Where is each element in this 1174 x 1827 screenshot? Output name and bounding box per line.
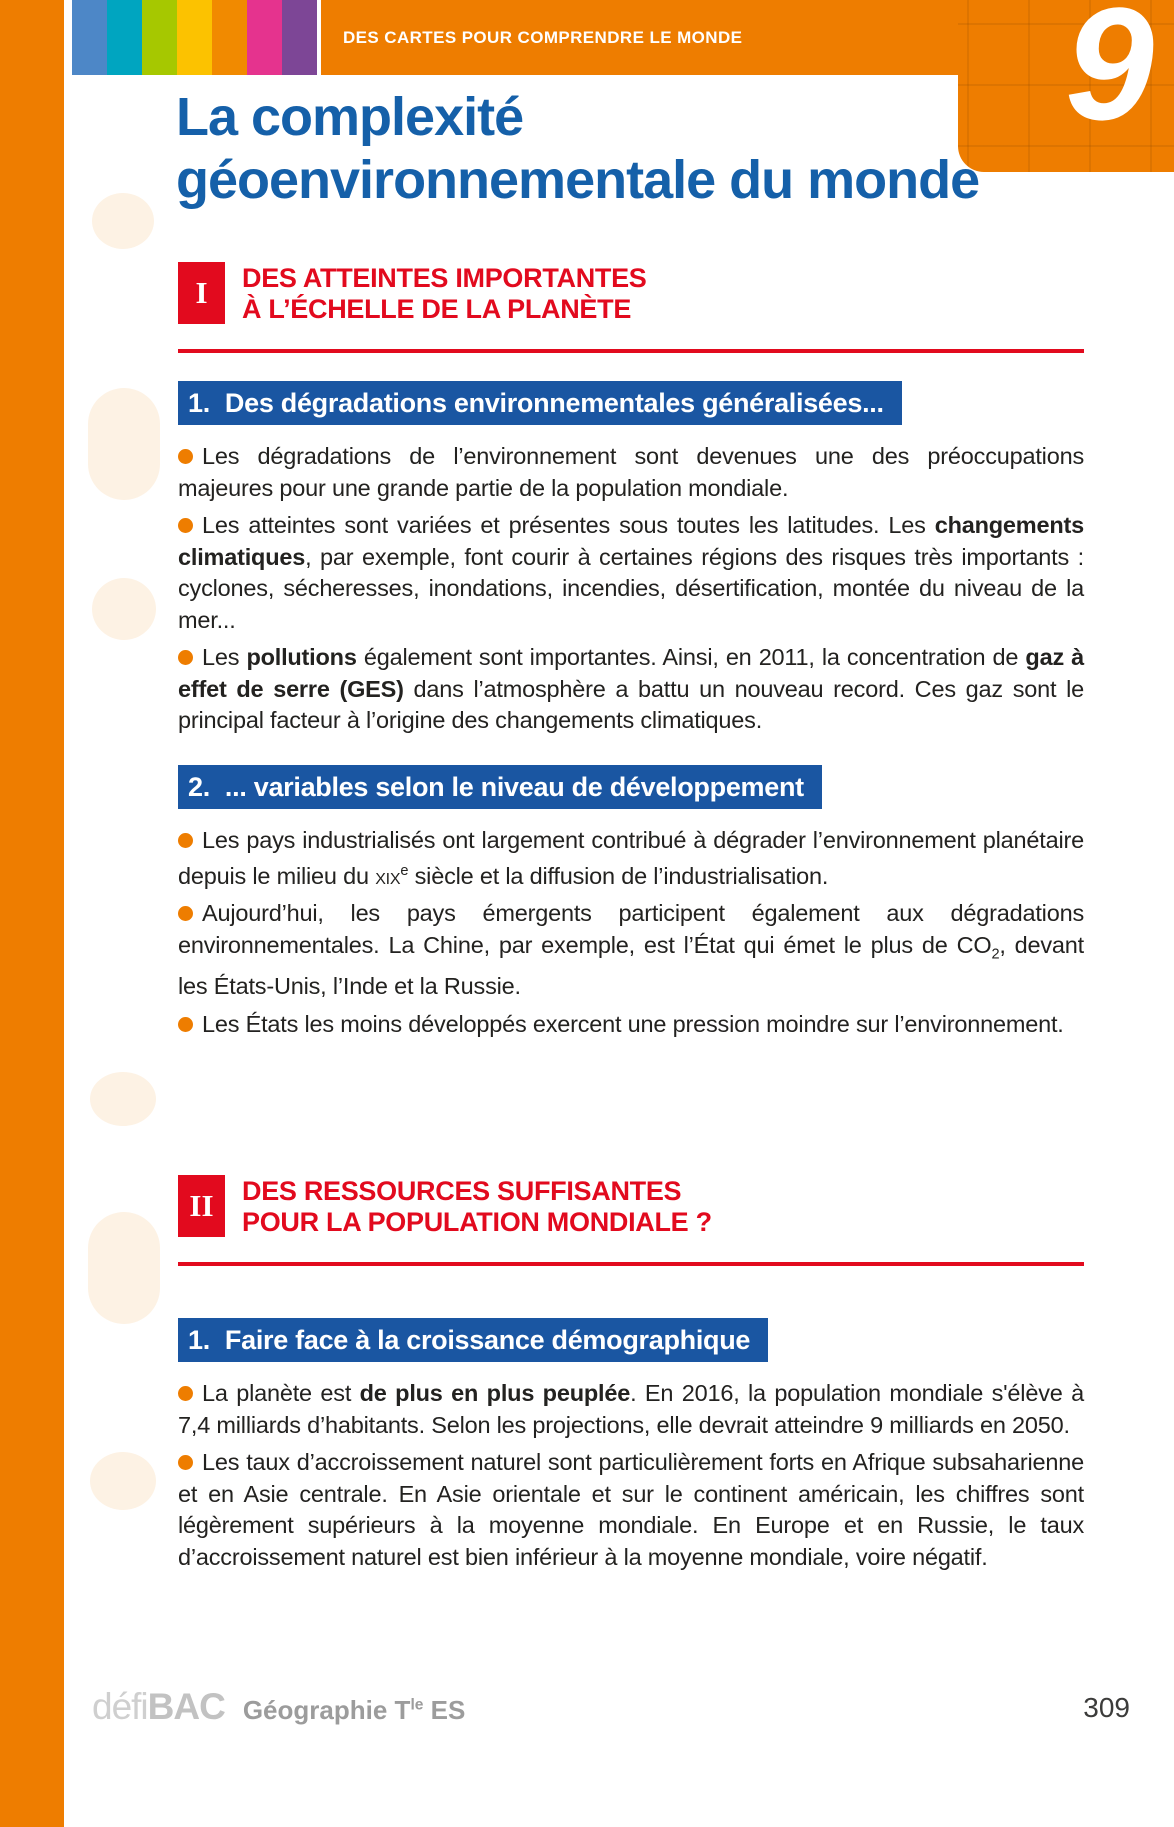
subsection-number: 1. <box>188 388 210 418</box>
bullet-icon <box>178 518 193 533</box>
paragraph-text: La planète est de plus en plus peuplée. En 2016, la population mondiale s'élève à 7,4 milliards d’habitants. Selon les projections, elle devrait atteindre 9 milliards en 2050. <box>178 1380 1084 1438</box>
section-2-title-line1: DES RESSOURCES SUFFISANTES <box>242 1176 682 1207</box>
subsection-label: Faire face à la croissance démographique <box>224 1325 751 1356</box>
stripe-orange <box>212 0 247 75</box>
paragraph <box>178 1447 1084 1573</box>
decorative-blob <box>92 193 154 249</box>
decorative-blob <box>88 388 160 500</box>
subsection-banner <box>178 1318 768 1362</box>
subsection-banner <box>178 381 902 425</box>
bullet-icon <box>178 1386 193 1401</box>
bullet-icon <box>178 449 193 464</box>
paragraph <box>178 1378 1084 1441</box>
subsection-number: 1. <box>188 1325 210 1356</box>
left-margin-band <box>0 0 64 1827</box>
page-title-line2: géoenvironnementale du monde <box>176 150 980 210</box>
paragraph-text: Les taux d’accroissement naturel sont particulièrement forts en Afrique subsaharienne et en Asie centrale. En Asie orientale et sur le continent américain, les chiffres sont légèrement supérieurs à la moyenne mondiale. En Europe et en Russie, le taux d’accroissement naturel est bien inférieur à la moyenne mondiale, voire négatif. <box>178 1449 1084 1570</box>
section-1-title-line1: DES ATTEINTES IMPORTANTES <box>242 263 647 293</box>
section-2-heading <box>178 1175 1084 1238</box>
page-content <box>178 262 1084 1573</box>
paragraph-text: Aujourd’hui, les pays émergents participent également aux dégradations environnementales. La Chine, par exemple, est l’État qui émet le plus de $CO_2$, devant les États-Unis, l’Inde et la Russie. <box>178 900 1084 1000</box>
edition-grade-sup: le <box>410 1696 424 1714</box>
subsection-number: 2. <box>188 771 210 802</box>
stripe-blue <box>72 0 107 75</box>
section-1-title <box>242 262 647 325</box>
bullet-icon <box>178 650 193 665</box>
brand-bac: BAC <box>147 1686 225 1727</box>
section-1-numeral-box: I <box>178 262 225 324</box>
paragraph-text: Les dégradations de l’environnement sont devenues une des préoccupations majeures pour une grande partie de la population mondiale. <box>178 443 1084 501</box>
paragraph <box>178 441 1084 504</box>
edition-label <box>243 1695 466 1726</box>
paragraph-text: Les pollutions également sont importantes. Ainsi, en 2011, la concentration de gaz à effet de serre (GES) dans l’atmosphère a battu un nouveau record. Ces gaz sont le principal facteur à l’origine des changements climatiques. <box>178 644 1085 733</box>
section-2-numeral-box: II <box>178 1175 225 1237</box>
decorative-blob <box>88 1212 160 1324</box>
paragraph <box>178 825 1084 893</box>
chapter-banner <box>321 0 958 75</box>
banner-kicker-label: DES CARTES POUR COMPRENDRE LE MONDE <box>343 27 743 47</box>
edition-grade <box>395 1695 466 1725</box>
bullet-icon <box>178 833 193 848</box>
section-2-title-line2: POUR LA POPULATION MONDIALE ? <box>242 1207 712 1238</box>
brand-defi: défi <box>92 1686 148 1727</box>
chapter-number-tile <box>958 0 1174 172</box>
page-footer <box>0 1686 1174 1736</box>
decorative-blob <box>90 1072 156 1126</box>
edition-subject: Géographie <box>242 1695 388 1725</box>
paragraph-text: Les États les moins développés exercent une pression moindre sur l’environnement. <box>202 1010 1064 1037</box>
subsection-banner <box>178 765 822 809</box>
subsection-label: Des dégradations environnementales généralisées... <box>224 388 884 418</box>
paragraph-text: Les atteintes sont variées et présentes sous toutes les latitudes. Les changements climatiques, par exemple, font courir à certaines régions des risques très importants : cyclones, sécheresses, inondations, incendies, désertification, montée du niveau de la mer... <box>178 512 1084 633</box>
section-1-title-line2: À L’ÉCHELLE DE LA PLANÈTE <box>242 294 632 324</box>
bullet-icon <box>178 906 193 921</box>
stripe-yellow <box>177 0 212 75</box>
paragraph <box>178 898 1084 1002</box>
stripe-teal <box>107 0 142 75</box>
bullet-icon <box>178 1017 193 1032</box>
subsection-label: ... variables selon le niveau de développement <box>224 771 804 802</box>
paragraph <box>178 1009 1084 1041</box>
color-stripes <box>72 0 317 75</box>
decorative-blob <box>92 578 156 640</box>
stripe-green <box>142 0 177 75</box>
edition-grade-suffix: ES <box>423 1695 466 1725</box>
section-1-heading <box>178 262 1084 325</box>
decorative-blob <box>90 1452 156 1510</box>
page-number: 309 <box>1083 1692 1130 1723</box>
edition-grade-base: T <box>394 1695 411 1725</box>
section-2-title <box>242 1175 712 1238</box>
stripe-purple <box>282 0 317 75</box>
stripe-magenta <box>247 0 282 75</box>
paragraph <box>178 642 1084 737</box>
chapter-number: 9 <box>1065 0 1154 153</box>
paragraph <box>178 510 1084 636</box>
page-title-line1: La complexité <box>176 87 524 147</box>
bullet-icon <box>178 1455 193 1470</box>
paragraph-text: Les pays industrialisés ont largement contribué à dégrader l’environnement planétaire depuis le milieu du xix$^e$ siècle et la diffusion de l’industrialisation. <box>178 826 1084 889</box>
brand-logo <box>92 1686 465 1728</box>
page-title <box>176 86 979 212</box>
